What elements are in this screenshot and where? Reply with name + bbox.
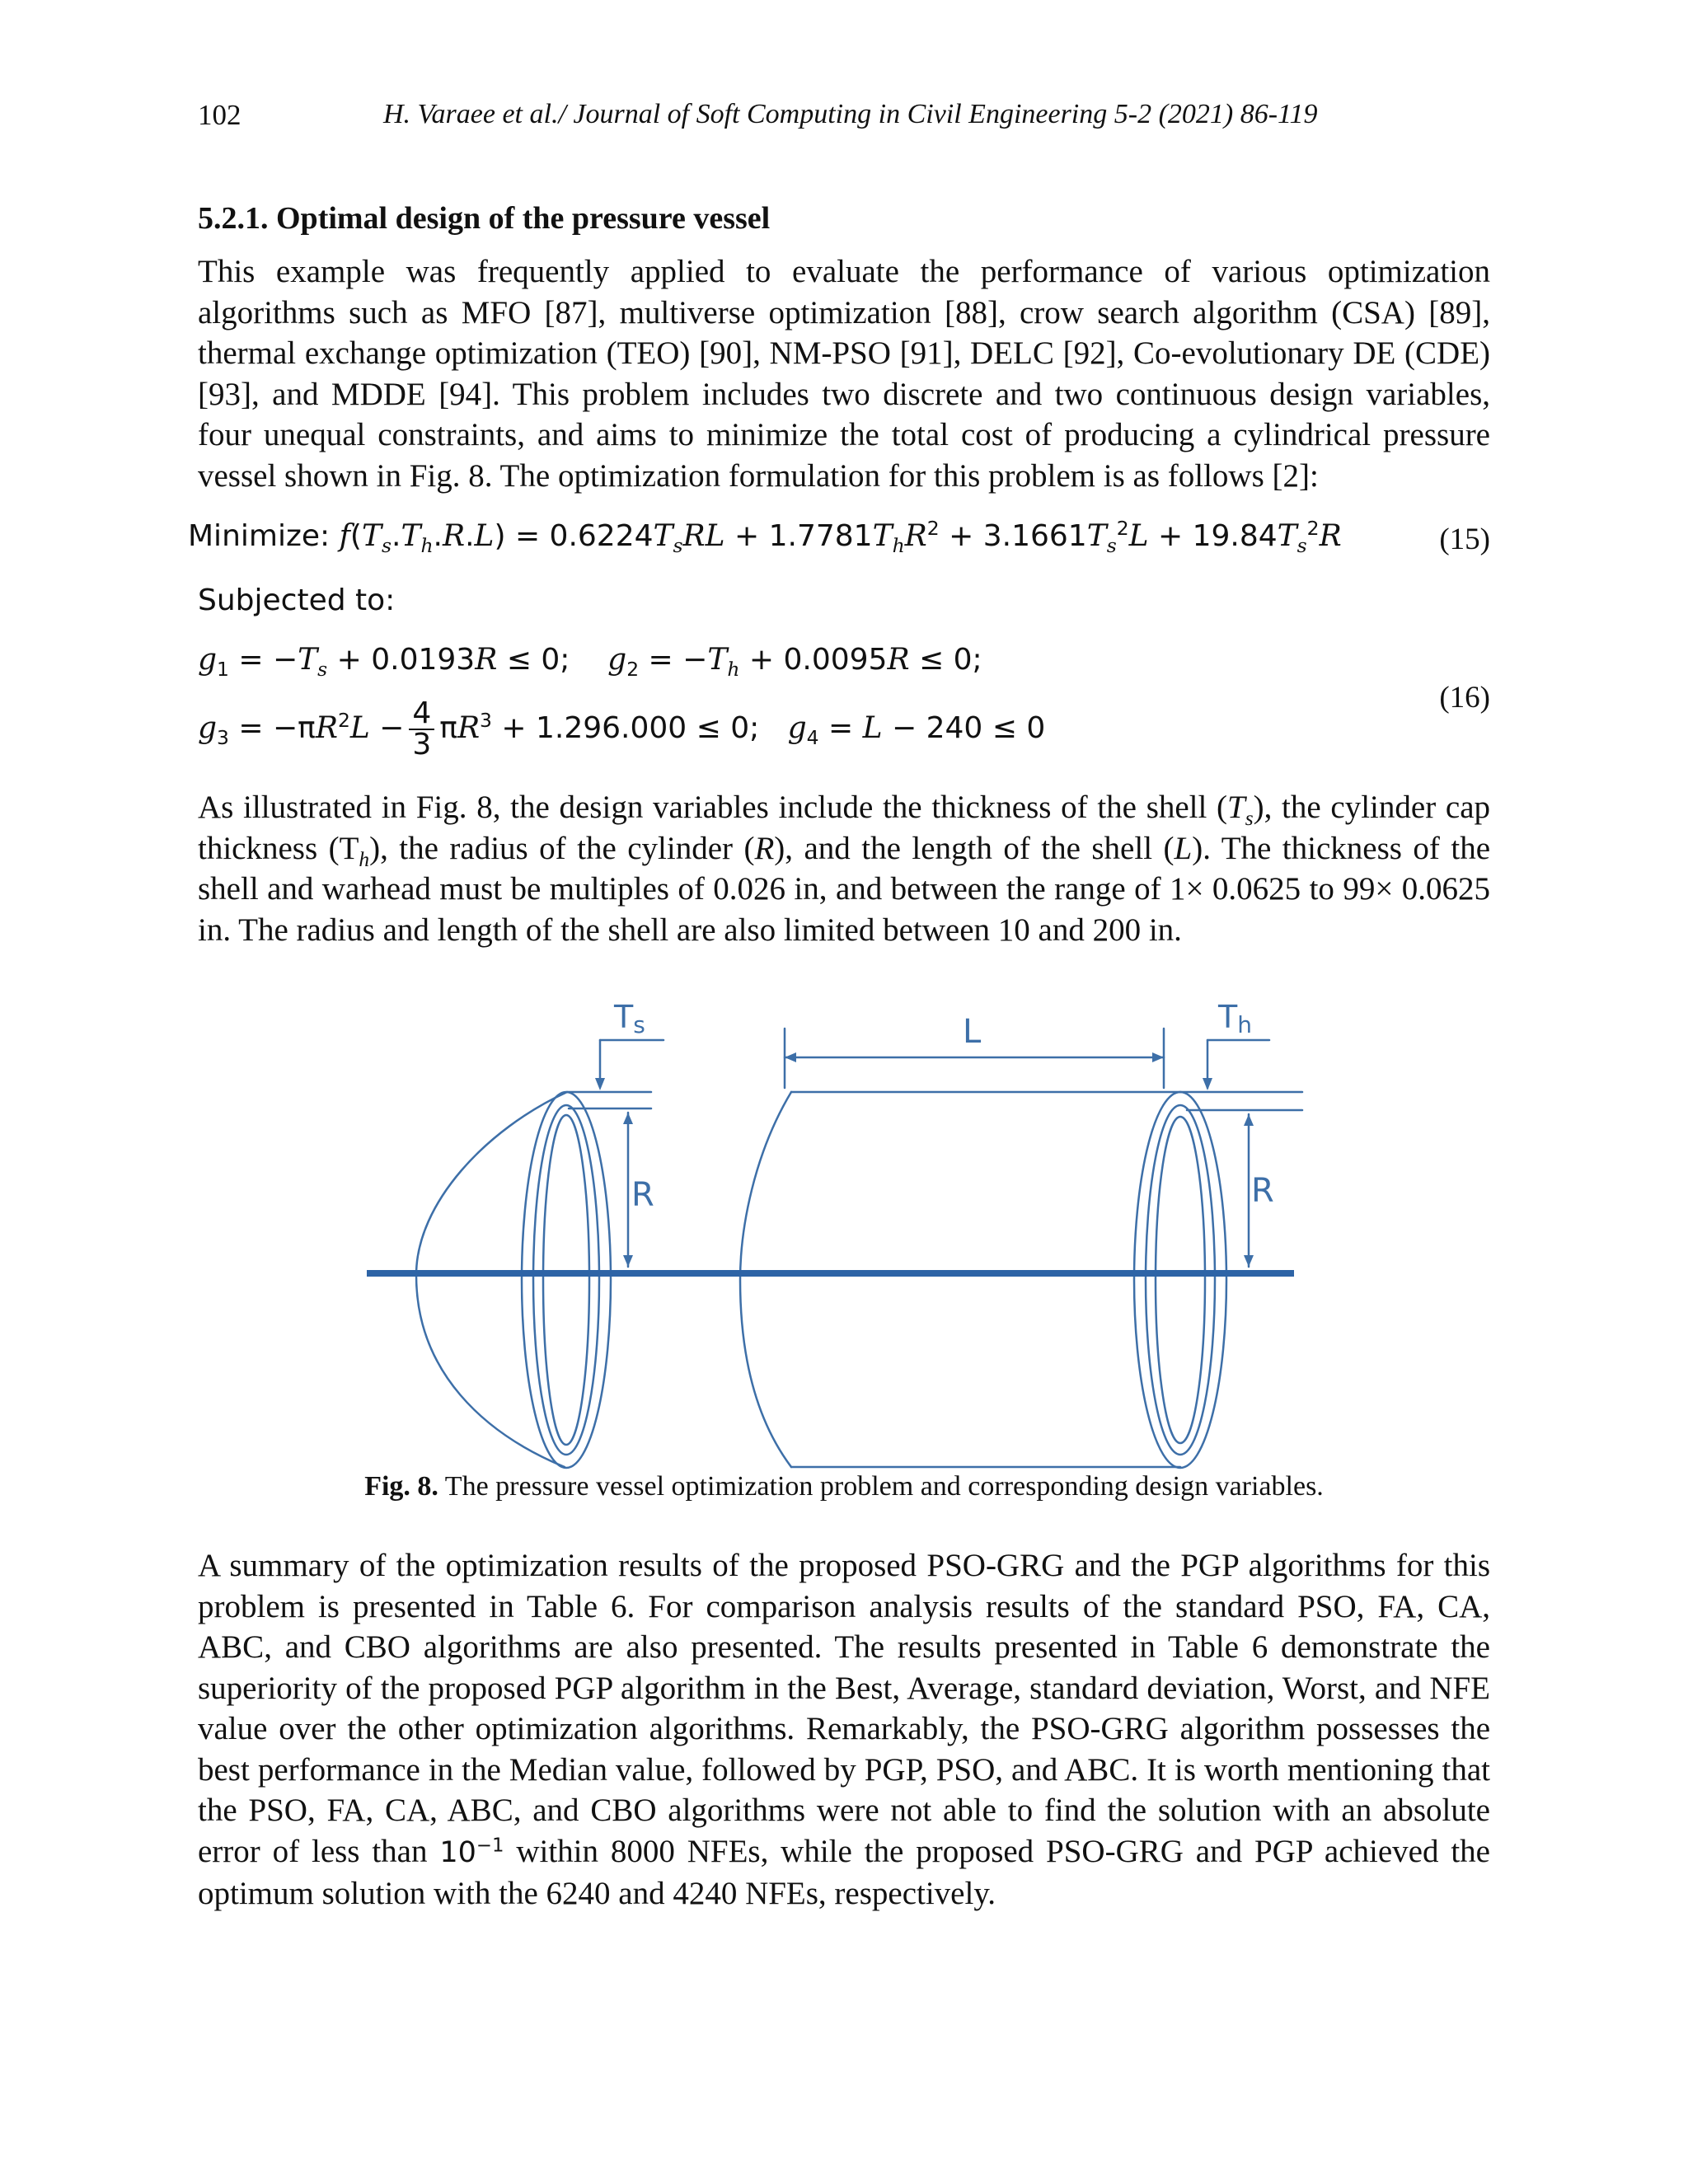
minimize-label: Minimize: — [188, 519, 340, 553]
variables-paragraph: As illustrated in Fig. 8, the design variables include the thickness of the shell $(T_s)$, the cylinder cap thickness $(T_h)$, the radius of the cylinder (R), and the length of the shell (L). The thickness of the shell and warhead must be multiples of 0.026 in, and between the range of 1× 0.0625 to 99× 0.0625 in. The radius and length of the shell are also limited between 10 and 200 in. — [198, 790, 1491, 948]
pressure-vessel-diagram — [0, 985, 1688, 1471]
cylinder-ring-inner — [1156, 1117, 1205, 1443]
radius-left-arrow-bottom — [623, 1255, 633, 1267]
label-length: L — [963, 1013, 982, 1051]
radius-left-arrow-top — [623, 1113, 633, 1124]
ts-arrow — [595, 1078, 605, 1090]
equation-number-16: (16) — [1439, 681, 1490, 715]
length-arrow-left — [785, 1052, 796, 1062]
head-ring-outer — [522, 1092, 611, 1468]
constraints-g3-g4: $g_3 = -\pi R^2L$ − $\frac{4}{3}$ $\pi R^3 + 1.296.000 \le 0$; $g_4 = L - 240 \le 0$ — [198, 696, 1046, 762]
length-arrow-right — [1152, 1052, 1164, 1062]
summary-paragraph: A summary of the optimization results of the proposed PSO-GRG and the PGP algorithms for this problem is presented in Table 6. For comparison analysis results of the standard PSO, FA, CA, ABC, and CBO algorithms are also presented. The results presented in Table 6 demonstrate the superiority of the proposed PGP algorithm in the Best, Average, standard deviation, Worst, and NFE value over the other optimization algorithms. Remarkably, the PSO-GRG algorithm possesses the best performance in the Median value, followed by PGP, PSO, and ABC. It is worth mentioning that the PSO, FA, CA, ABC, and CBO algorithms were not able to find the solution with an absolute error of less than $10^{-1}$ within 8000 NFEs, while the proposed PSO-GRG and PGP achieved the optimum solution with the 6240 and 4240 NFEs, respectively. — [198, 1548, 1490, 1911]
radius-right-arrow-bottom — [1244, 1255, 1254, 1267]
figure-caption: Fig. 8. The pressure vessel optimization problem and corresponding design variables. — [364, 1471, 1324, 1502]
equation-number-15: (15) — [1439, 523, 1490, 556]
constraints-g1-g2: $g_1 = -T_s + 0.0193R \le 0$; $g_2 = -T_h + 0.0095R \le 0$; — [198, 643, 982, 682]
intro-text: This example was frequently applied to evaluate the performance of various optimization algorithms such as MFO [87], multiverse optimization [88], crow search algorithm (CSA) [89], thermal exchange optimization (TEO) [90], NM-PSO [91], DELC [92], Co-evolutionary DE (CDE) [93], and MDDE [94]. This problem includes two discrete and two continuous design variables, four unequal constraints, and aims to minimize the total cost of producing a cylindrical pressure vessel shown in Fig. 8. The optimization formulation for this problem is as follows [2]: — [198, 254, 1490, 494]
label-radius-left: R — [631, 1176, 654, 1214]
label-radius-right: R — [1251, 1172, 1274, 1210]
intro-paragraph — [198, 251, 1490, 496]
cylinder-ring-outer — [1134, 1092, 1226, 1468]
label-th: Th — [1218, 999, 1252, 1038]
subjected-label: Subjected to: — [198, 583, 396, 617]
cylinder-left-edge — [740, 1092, 791, 1467]
objective-equation: Minimize: $f(T_s.T_h.R.L) = 0.6224T_sRL + 1.7781T_hR^2 + 3.1661T_s^2L + 19.84T_s^2R$ — [188, 517, 1342, 558]
head-ring-inner — [543, 1115, 589, 1445]
label-ts: Ts — [614, 999, 645, 1038]
page-number: 102 — [198, 99, 241, 131]
radius-right-arrow-top — [1244, 1114, 1254, 1126]
th-arrow — [1203, 1078, 1212, 1090]
section-title: 5.2.1. Optimal design of the pressure vessel — [198, 201, 771, 236]
running-title: H. Varaee et al./ Journal of Soft Computing in Civil Engineering 5-2 (2021) 86-119 — [383, 99, 1318, 129]
